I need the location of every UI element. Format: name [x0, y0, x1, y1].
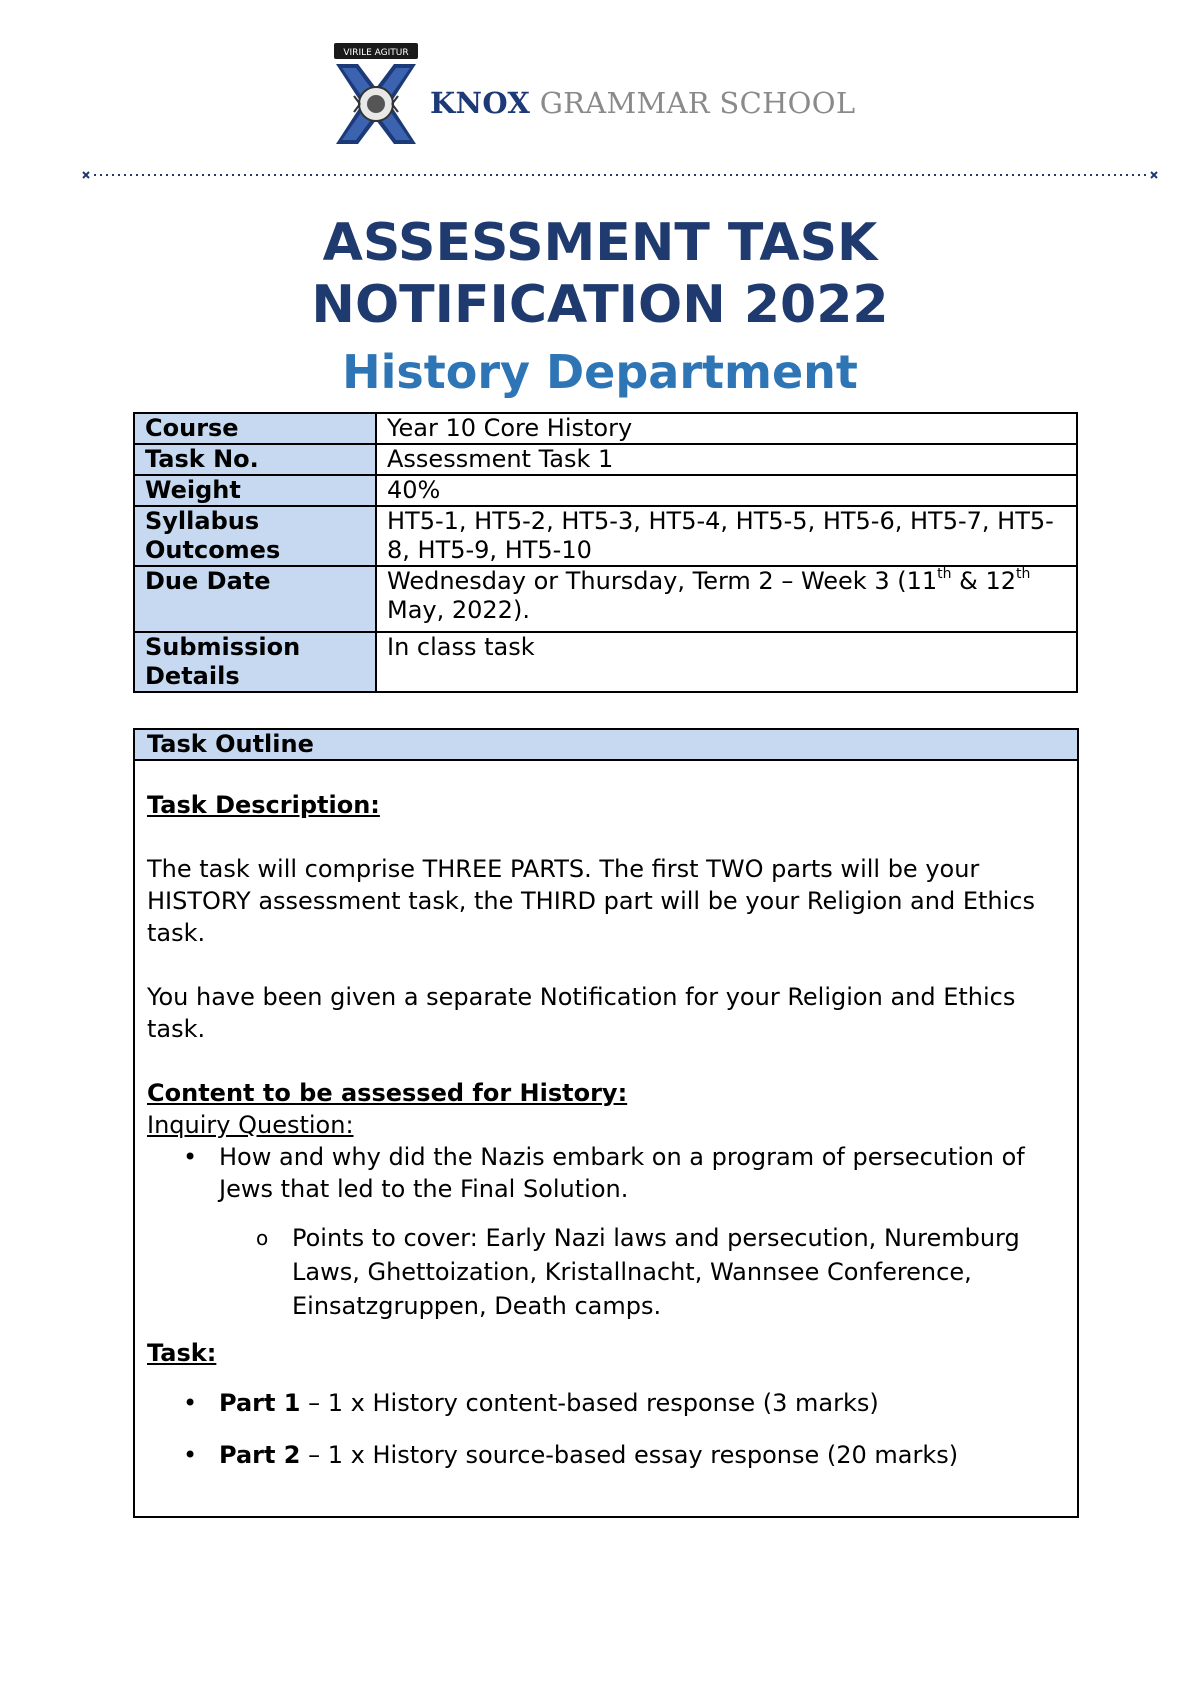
page-title-line2: NOTIFICATION 2022: [311, 275, 889, 335]
task-heading: Task:: [147, 1339, 217, 1367]
task-no-label: Task No.: [134, 444, 376, 475]
table-row-syllabus-outcomes: [134, 506, 1077, 566]
course-value: Year 10 Core History: [376, 413, 1077, 444]
due-date-line1: [387, 567, 1066, 596]
school-crest-icon: [330, 40, 422, 150]
points-to-cover-item: o Points to cover: Early Nazi laws and persecution, Nuremburg Laws, Ghettoization, Kristallnacht, Wannsee Conference, Einsatzgruppen, Death camps.: [292, 1221, 1065, 1323]
header-divider: [82, 171, 1158, 179]
table-row-task-no: [134, 444, 1077, 475]
page-title-line1: ASSESSMENT TASK: [322, 213, 878, 273]
outcomes-line1: HT5-1, HT5-2, HT5-3, HT5-4, HT5-5, HT5-6, HT5-7, HT5-: [387, 507, 1054, 535]
due-date-sup-b: th: [1016, 566, 1031, 582]
task-info-table: [133, 412, 1078, 693]
submission-details-value: In class task: [376, 632, 1077, 692]
content-heading: Content to be assessed for History:: [147, 1079, 628, 1107]
submission-label-line1: Submission: [145, 633, 301, 661]
task-part-1: [219, 1387, 1065, 1419]
weight-label: Weight: [134, 475, 376, 506]
task-description-paragraph2: You have been given a separate Notification for your Religion and Ethics task.: [147, 983, 1016, 1043]
syllabus-outcomes-value: [376, 506, 1077, 566]
due-date-label: Due Date: [134, 566, 376, 632]
part-2-label: Part 2: [219, 1441, 301, 1469]
task-no-value: Assessment Task 1: [376, 444, 1077, 475]
crest-motto: VIRILE AGITUR: [343, 48, 409, 58]
submission-label-line2: Details: [145, 662, 240, 690]
school-name-rest: GRAMMAR SCHOOL: [530, 86, 856, 120]
table-row-due-date: [134, 566, 1077, 632]
due-date-value: [376, 566, 1077, 632]
weight-value: 40%: [376, 475, 1077, 506]
task-parts-list: [147, 1387, 1065, 1471]
submission-details-label: [134, 632, 376, 692]
due-date-line2: May, 2022).: [387, 596, 530, 624]
school-header: [330, 40, 930, 160]
part-2-text: – 1 x History source-based essay response (20 marks): [300, 1441, 959, 1469]
outcomes-line2: 8, HT5-9, HT5-10: [387, 536, 592, 564]
inquiry-list: [147, 1141, 1065, 1205]
task-outline-heading: Task Outline: [135, 730, 1077, 761]
syllabus-label-line2: Outcomes: [145, 536, 281, 564]
task-description-paragraph1: The task will comprise THREE PARTS. The first TWO parts will be your HISTORY assessment task, the THIRD part will be your Religion and Ethics task.: [147, 855, 1035, 947]
task-part-2: [219, 1439, 1065, 1471]
inquiry-question-label: Inquiry Question:: [147, 1111, 354, 1139]
table-row-weight: [134, 475, 1077, 506]
school-name-knox: KNOX: [430, 86, 531, 120]
task-outline-body: [135, 761, 1077, 1471]
table-row-submission-details: [134, 632, 1077, 692]
part-1-label: Part 1: [219, 1389, 301, 1417]
course-label: Course: [134, 413, 376, 444]
school-name: [430, 86, 855, 120]
inquiry-question-item: • How and why did the Nazis embark on a program of persecution of Jews that led to the Final Solution.: [219, 1141, 1065, 1205]
due-date-text-a: Wednesday or Thursday, Term 2 – Week 3 (11: [387, 567, 938, 595]
part-1-text: – 1 x History content-based response (3 marks): [300, 1389, 879, 1417]
syllabus-label-line1: Syllabus: [145, 507, 260, 535]
task-outline-box: [133, 728, 1079, 1518]
department-title: History Department: [342, 345, 858, 399]
due-date-sup-a: th: [937, 566, 952, 582]
table-row-course: [134, 413, 1077, 444]
syllabus-outcomes-label: [134, 506, 376, 566]
task-description-heading: Task Description:: [147, 791, 380, 819]
due-date-text-b: & 12: [951, 567, 1017, 595]
points-list: [147, 1221, 1065, 1323]
